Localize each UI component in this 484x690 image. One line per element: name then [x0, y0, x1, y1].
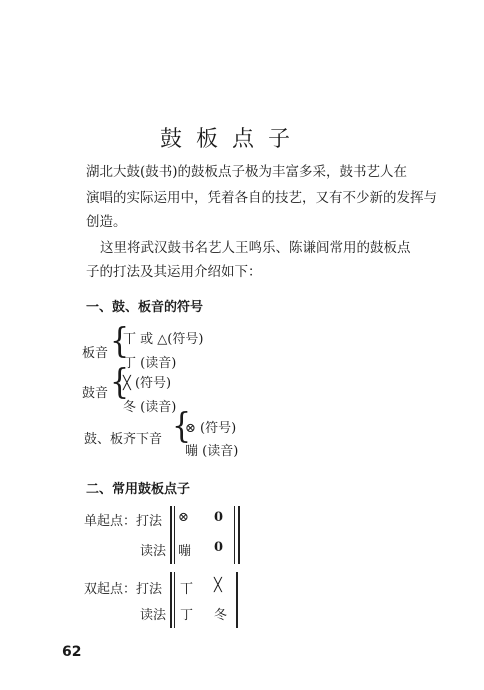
page-number: 62	[62, 644, 82, 660]
intro-p1-line1: 湖北大鼓(鼓书)的鼓板点子极为丰富多采，鼓书艺人在	[86, 164, 408, 180]
section1-heading: 一、鼓、板音的符号	[86, 300, 204, 315]
single-play-note-1: ⊗	[178, 510, 189, 525]
page-title: 鼓板点子	[160, 127, 305, 152]
single-left-bar	[170, 506, 172, 564]
single-read-note-1: 嘣	[178, 544, 192, 559]
gu-label: 鼓音	[82, 386, 109, 401]
both-brace: {	[172, 406, 192, 447]
single-play-label: 单起点：打法	[84, 514, 163, 529]
single-right-bar-thin	[234, 506, 235, 564]
both-reading-row: 嘣 (读音)	[185, 444, 239, 459]
double-play-label: 双起点：打法	[84, 582, 163, 597]
double-read-note-2: 冬	[214, 608, 228, 623]
intro-p1-line2: 演唱的实际运用中，凭着各自的技艺，又有不少新的发挥与	[86, 190, 437, 206]
intro-p2-line2: 子的打法及其运用介绍如下：	[86, 264, 262, 280]
double-play-note-1: 丅	[180, 582, 194, 597]
gu-brace: {	[110, 362, 130, 403]
ban-label: 板音	[82, 346, 109, 361]
double-right-bar	[236, 572, 238, 628]
both-symbol-row: ⊗ (符号)	[185, 421, 237, 436]
single-read-note-2: 0	[214, 540, 224, 555]
both-label: 鼓、板齐下音	[84, 432, 163, 447]
double-left-bar	[170, 572, 172, 628]
single-read-label: 读法	[140, 544, 167, 559]
double-read-note-1: 丁	[180, 608, 194, 623]
gu-symbol-row: ╳ (符号)	[123, 376, 172, 391]
ban-symbol-row: 丅 或 △(符号)	[123, 332, 204, 347]
double-left-bar-thin	[174, 572, 175, 628]
double-play-note-2: ╳	[214, 578, 222, 593]
section2-heading: 二、常用鼓板点子	[86, 482, 191, 497]
ban-reading-row: 丁 (读音)	[123, 356, 177, 371]
single-right-bar	[238, 506, 240, 564]
single-left-bar-thin	[174, 506, 175, 564]
single-play-note-2: 0	[214, 510, 224, 525]
intro-p1-line3: 创造。	[86, 214, 127, 230]
double-read-label: 读法	[140, 608, 167, 623]
ban-brace: {	[110, 321, 130, 362]
intro-p2-line1: 这里将武汉鼓书名艺人王鸣乐、陈谦闾常用的鼓板点	[100, 240, 411, 256]
gu-reading-row: 冬 (读音)	[123, 400, 177, 415]
